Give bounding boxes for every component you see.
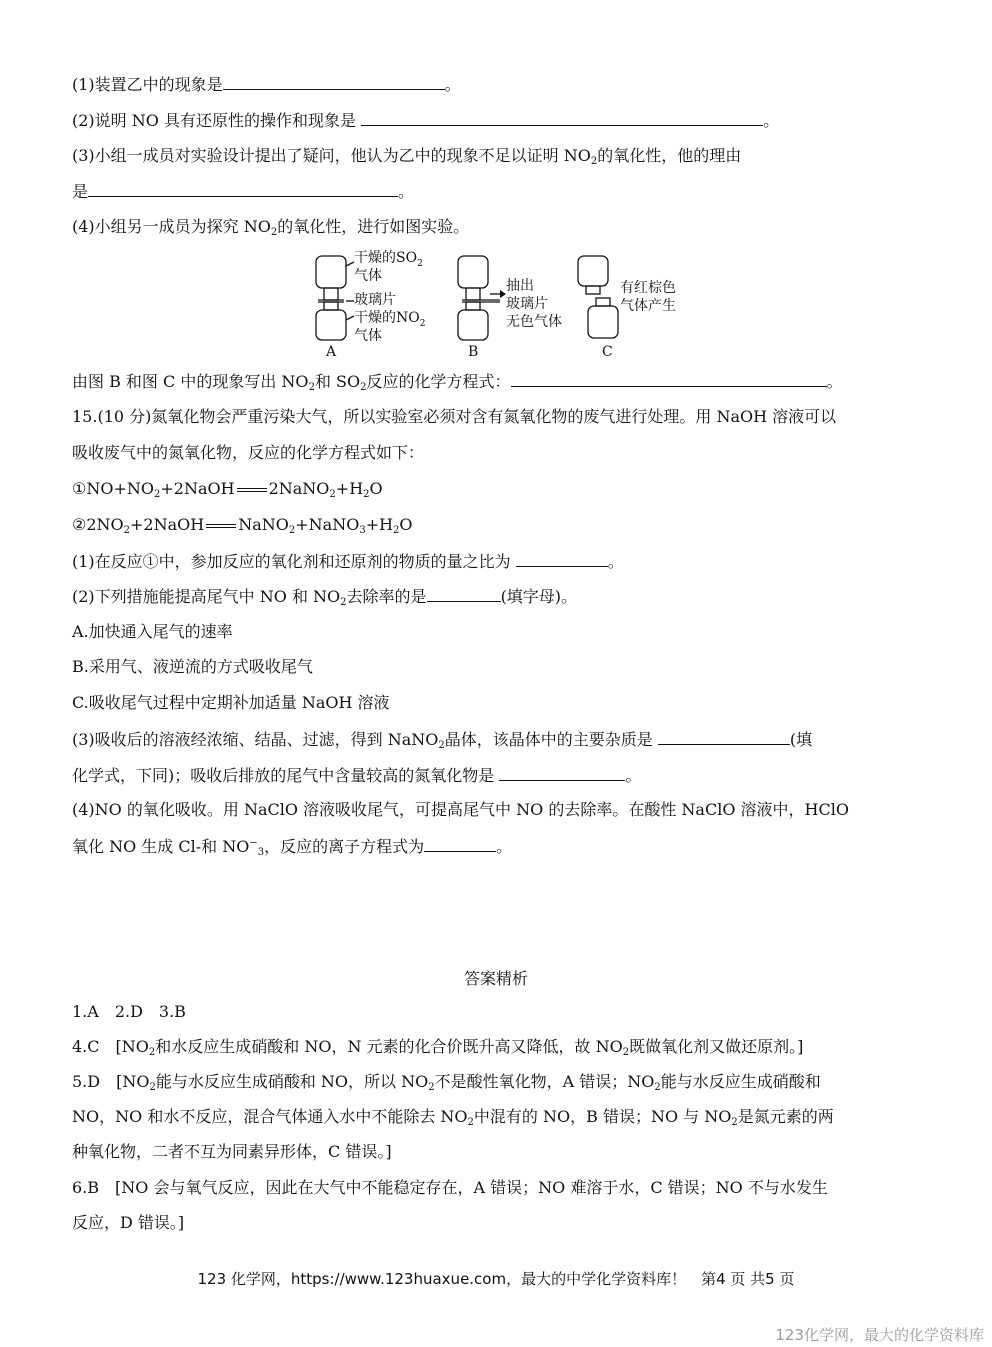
answer-5-line2: NO，NO 和水不反应，混合气体通入水中不能除去 $NO_2$中混有的 NO，B 错误；NO 与 $NO_2$是氮元素的两 bbox=[72, 1107, 834, 1128]
bottle-neck-a bbox=[324, 288, 338, 300]
apparatus-c bbox=[578, 256, 618, 338]
label-gas-produced: 气体产生 bbox=[620, 298, 676, 314]
option-a: A.加快通入尾气的速率 bbox=[72, 622, 233, 641]
option-b: B.采用气、液逆流的方式吸收尾气 bbox=[72, 657, 313, 676]
answer-blank[interactable] bbox=[223, 73, 445, 90]
answers-1-3: 1.A 2.D 3.B bbox=[72, 1002, 186, 1021]
label-gas-a2: 气体 bbox=[354, 328, 382, 344]
answer-blank[interactable] bbox=[511, 370, 827, 387]
bottle-bottom-c bbox=[588, 306, 618, 338]
option-c: C.吸收尾气过程中定期补加适量 NaOH 溶液 bbox=[72, 693, 390, 712]
q15-equation-1: $①NO+NO_2+2NaOH$ $2NaNO_2+H_2O$ bbox=[72, 479, 383, 500]
q14-part3-line1: (3)小组一成员对实验设计提出了疑问，他认为乙中的现象不足以证明 $NO_2$的氧化性，他的理由 bbox=[72, 146, 742, 167]
bottle-neck-b2 bbox=[466, 302, 480, 310]
q15-part4-line2: 氧化 NO 生成 Cl-和 $NO^-_3$，反应的离子方程式为 。 bbox=[72, 837, 513, 858]
bottle-neck-b bbox=[466, 288, 480, 300]
bottle-neck-c2 bbox=[596, 298, 610, 306]
figure-question: 由图 B 和图 C 中的现象写出 $NO_2$和 $SO_2$反应的化学方程式： 。 bbox=[72, 372, 843, 393]
q15-part1: (1)在反应①中，参加反应的氧化剂和还原剂的物质的量之比为 。 bbox=[72, 552, 624, 571]
experiment-figure bbox=[300, 246, 720, 362]
q15-part4-line1: (4)NO 的氧化吸收。用 NaClO 溶液吸收尾气，可提高尾气中 NO 的去除率。在酸性 NaClO 溶液中，HClO bbox=[72, 800, 849, 819]
answer-6-line1: 6.B [NO 会与氧气反应，因此在大气中不能稳定存在，A 错误；NO 难溶于水，C 错误；NO 不与水发生 bbox=[72, 1178, 828, 1197]
answer-6-line2: 反应，D 错误。] bbox=[72, 1213, 185, 1232]
q15-part2: (2)下列措施能提高尾气中 NO 和 $NO_2$去除率的是 (填字母)。 bbox=[72, 587, 578, 608]
bottle-top-a bbox=[316, 256, 346, 288]
bottle-bottom-b bbox=[458, 310, 488, 340]
answer-5-line3: 种氧化物，二者不互为同素异形体，C 错误。] bbox=[72, 1142, 392, 1161]
page-footer: 123 化学网，https://www.123huaxue.com，最大的中学化学资料库！ 第4 页 共5 页 bbox=[197, 1270, 795, 1288]
answer-blank[interactable] bbox=[361, 109, 763, 126]
q14-part1: (1)装置乙中的现象是 。 bbox=[72, 75, 461, 94]
watermark: 123化学网，最大的化学资料库 bbox=[775, 1326, 984, 1344]
label-so2: 干燥的$SO_2$ bbox=[354, 250, 423, 269]
label-colorless-gas: 无色气体 bbox=[506, 314, 562, 330]
q14-part3-line2: 是 。 bbox=[72, 182, 415, 201]
label-glass-plate: 玻璃片 bbox=[354, 292, 396, 308]
q14-part2: (2)说明 NO 具有还原性的操作和现象是 。 bbox=[72, 111, 780, 130]
pointer-a3 bbox=[346, 316, 354, 320]
experiment-diagram bbox=[300, 246, 720, 362]
q15-intro-line1: 15.(10 分)氮氧化物会严重污染大气，所以实验室必须对含有氮氧化物的废气进行处理。用 NaOH 溶液可以 bbox=[72, 407, 837, 426]
pointer-a1 bbox=[346, 262, 354, 266]
answer-blank[interactable] bbox=[88, 180, 398, 197]
equals-sign bbox=[235, 485, 269, 495]
answer-4: 4.C [$NO_2$和水反应生成硝酸和 NO，N 元素的化合价既升高又降低，故 $NO_2$既做氧化剂又做还原剂。] bbox=[72, 1037, 804, 1058]
caption-a: A bbox=[326, 344, 337, 360]
q14-part4: (4)小组另一成员为探究 $NO_2$的氧化性，进行如图实验。 bbox=[72, 217, 470, 238]
bottle-top-b bbox=[458, 256, 488, 288]
q15-intro-line2: 吸收废气中的氮氧化物，反应的化学方程式如下： bbox=[72, 443, 425, 462]
bottle-top-c bbox=[578, 256, 608, 286]
label-red-brown: 有红棕色 bbox=[620, 280, 676, 296]
answer-blank[interactable] bbox=[516, 550, 608, 567]
answers-title: 答案精析 bbox=[463, 969, 528, 988]
caption-b: B bbox=[468, 344, 479, 360]
q15-part3-line1: (3)吸收后的溶液经浓缩、结晶、过滤，得到 NaNO$_2$晶体，该晶体中的主要杂质是 (填 bbox=[72, 730, 813, 751]
answer-blank[interactable] bbox=[424, 835, 496, 852]
bottle-neck-a2 bbox=[324, 302, 338, 310]
q15-part3-line2: 化学式，下同)；吸收后排放的尾气中含量较高的氮氧化物是 。 bbox=[72, 766, 642, 785]
apparatus-a bbox=[316, 256, 354, 340]
answer-blank[interactable] bbox=[499, 764, 625, 781]
answer-blank[interactable] bbox=[658, 728, 790, 745]
bottle-neck-c bbox=[586, 286, 600, 294]
label-pull: 抽出 bbox=[506, 278, 534, 294]
equals-sign bbox=[204, 521, 238, 531]
apparatus-b bbox=[458, 256, 500, 340]
bottle-bottom-a bbox=[316, 310, 346, 340]
label-gas-a1: 气体 bbox=[354, 268, 382, 284]
answer-5-line1: 5.D [$NO_2$能与水反应生成硝酸和 NO，所以 $NO_2$不是酸性氧化物，A 错误；$NO_2$能与水反应生成硝酸和 bbox=[72, 1072, 821, 1093]
label-glass-plate-b: 玻璃片 bbox=[506, 296, 548, 312]
q15-equation-2: $②2NO_2+2NaOH$ $NaNO_2+NaNO_3+H_2O$ bbox=[72, 515, 413, 536]
label-no2: 干燥的$NO_2$ bbox=[354, 310, 426, 329]
answer-blank[interactable] bbox=[427, 585, 501, 602]
caption-c: C bbox=[602, 344, 613, 360]
